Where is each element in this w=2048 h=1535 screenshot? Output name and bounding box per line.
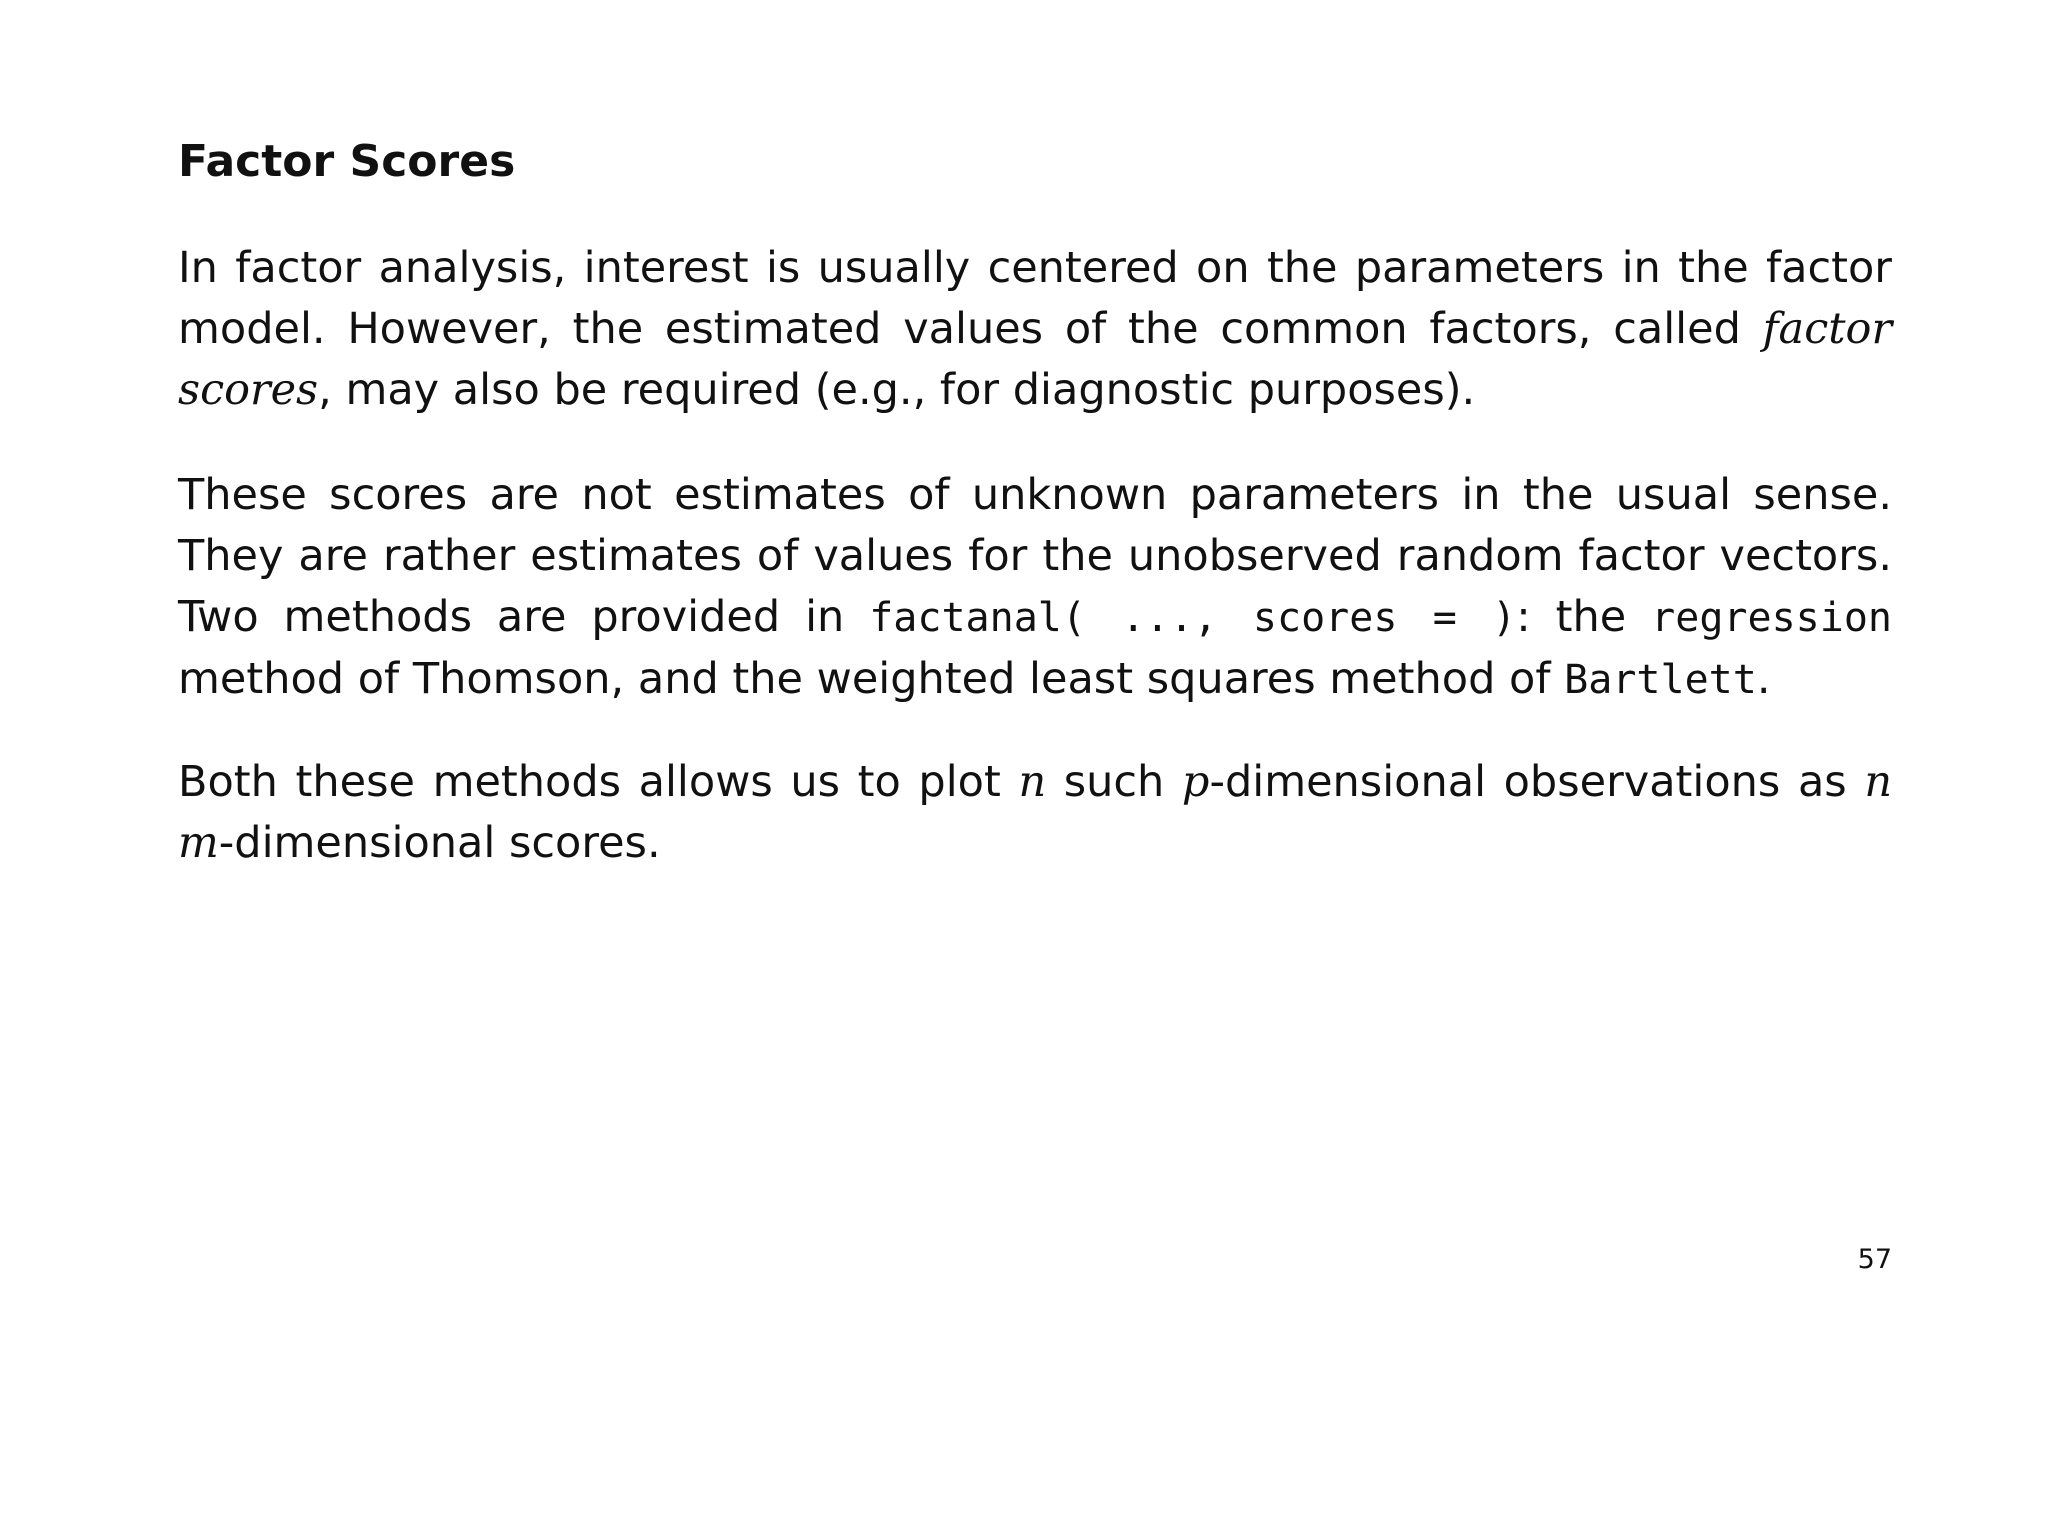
- paragraph-methods: [178, 465, 1892, 711]
- math-variable-n: n: [1864, 757, 1893, 807]
- code-factanal: factanal( ..., scores = ): [869, 595, 1517, 641]
- text-run: .: [1756, 654, 1771, 704]
- math-variable-n: n: [1018, 757, 1047, 807]
- math-variable-m: m: [178, 818, 219, 868]
- text-run: such: [1046, 757, 1182, 807]
- page-number: 57: [1857, 1244, 1892, 1275]
- code-bartlett: Bartlett: [1564, 657, 1757, 703]
- math-variable-p: p: [1181, 757, 1210, 807]
- text-run: Both these methods allows us to plot: [178, 757, 1019, 807]
- text-run: -dimensional observations as: [1209, 757, 1865, 807]
- text-run: In factor analysis, interest is usually centered on the parameters in the factor model. However, the estimated values of the common factors, called: [178, 243, 1892, 354]
- paragraph-intro: [178, 238, 1892, 421]
- text-run: method of Thomson, and the weighted least squares method of: [178, 654, 1565, 704]
- emphasis-term: factor scores: [178, 304, 1892, 415]
- code-regression: regression: [1651, 595, 1892, 641]
- slide-title: Factor Scores: [178, 136, 516, 187]
- text-run: These scores are not estimates of unknown parameters in the usual sense. They are rather estimates of values for the unobserved random factor vectors. Two methods are provided in: [178, 470, 1892, 642]
- text-run: , may also be required (e.g., for diagnostic purposes).: [318, 365, 1476, 415]
- text-run: -dimensional scores.: [218, 818, 661, 868]
- paragraph-plotting: [178, 752, 1892, 874]
- text-run: : the: [1516, 592, 1652, 642]
